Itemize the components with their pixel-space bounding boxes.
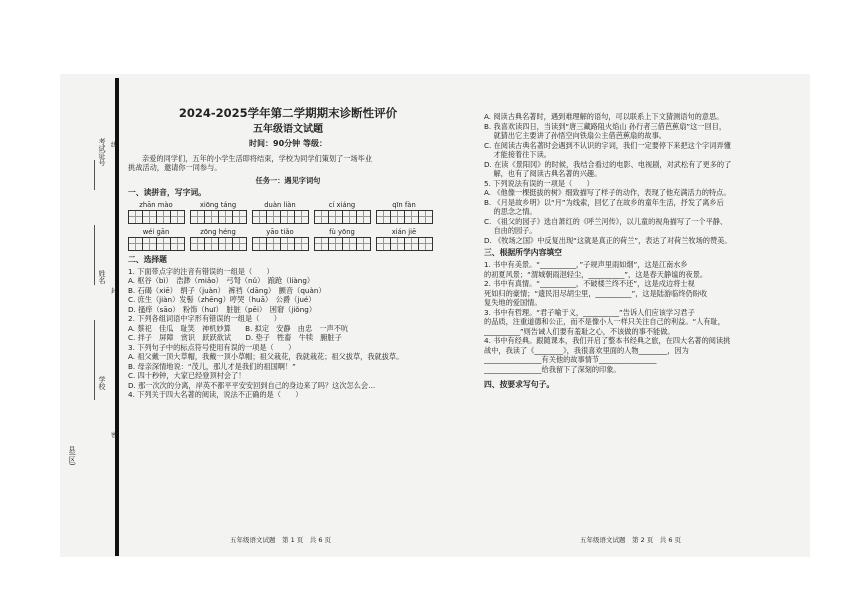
answer-boxes[interactable] xyxy=(128,237,184,251)
fill-line: __________”则告诫人们要有羞耻之心，不该做的事不能做。 xyxy=(484,326,675,336)
binding-label-school: 学校 xyxy=(98,376,106,390)
question-line: C. 四十秒钟，大家已经登顶村会了！ xyxy=(128,371,246,381)
pinyin-item: qīn fàn xyxy=(376,201,432,224)
answer-boxes[interactable] xyxy=(252,210,308,224)
binding-fill-line xyxy=(94,225,96,285)
seal-marker: 线 xyxy=(111,142,118,149)
binding-seal-line xyxy=(115,78,119,556)
pinyin-grid-row xyxy=(128,201,448,224)
question-line: 解，也有了阅读古典名著的兴趣。 xyxy=(484,169,602,178)
fill-line: 3. 书中有哲理。“君子喻于义，__________”告诉人们应该学习君子 xyxy=(484,307,695,317)
question-line: B. 石碣（xiē） 绢子（juàn） 裤裆（dāng） 颤音（quàn） xyxy=(128,285,326,295)
page-footer-1: 五年级语文试题 第 1 页 共 6 页 xyxy=(230,536,332,544)
intro-line: 挑战活动，邀请你一同参与。 xyxy=(128,163,222,173)
binding-fill-line xyxy=(94,320,96,400)
question-line: A. 祖父戴一顶大草帽，我戴一顶小草帽；祖父栽花，我就栽花；祖父拔草，我就拔草。 xyxy=(128,352,404,362)
question-line: 5. 下列说法有误的一项是（ ） xyxy=(484,178,594,188)
fill-line: 复失地的爱国情。 xyxy=(484,298,542,308)
question-line: 自由的园子。 xyxy=(484,226,537,235)
pinyin-item: fù yōng xyxy=(314,228,370,251)
question-line: A. 枢谷（bì） 浩渺（miǎo） 弓弩（nǔ） 踉跄（liàng） xyxy=(128,276,315,286)
question-line: D. 搔痒（sāo） 粉饰（huī） 脏脏（pēi） 困窘（jiǒng） xyxy=(128,304,317,314)
seal-marker: 封 xyxy=(111,288,118,295)
question-line: B. 母亲深情地说：“茂儿，那儿才是我们的祖国啊！” xyxy=(128,361,296,371)
question-line: 就猜出它主要讲了孙悟空向铁扇公主借芭蕉扇的故事。 xyxy=(484,131,666,140)
question-line: D. 那一次次的分离，岸英不都平平安安回到自己的身边来了吗？这次怎么会… xyxy=(128,380,376,390)
answer-boxes[interactable] xyxy=(314,237,370,251)
pinyin-item: zhān mào xyxy=(128,201,184,224)
question-line: C. 庶生（jiàn）发髻（zhēng）哼哭（huā） 公爵（jué） xyxy=(128,295,316,305)
fill-line: 1. 书中有美景。“__________，”子规声里雨如烟”，这是江南水乡 xyxy=(484,260,688,270)
question-line: D. 在读《景阳冈》的时候，我结合看过的电影、电视剧，对武松有了更多的了 xyxy=(484,159,732,169)
fill-line: 死如归的豪情；“遗民泪尽胡尘里，__________”，这是陆游临终仍盼收 xyxy=(484,288,708,298)
task-heading: 任务一：遇见字词句 xyxy=(255,175,321,185)
binding-margin xyxy=(65,78,117,556)
binding-fill-line xyxy=(94,160,96,190)
binding-label-district: 县(区) xyxy=(68,446,76,466)
pinyin-item: wéi gān xyxy=(128,228,184,251)
question-line: D. 《牧场之国》中反复出现“这就是真正的荷兰”，表达了对荷兰牧场的赞美。 xyxy=(484,235,732,245)
question-line: A. 蔡祀 佳瓜 耻笑 神机妙算 B. 拟定 安静 由忠 一声不吭 xyxy=(128,323,349,333)
question-line: 的思念之情。 xyxy=(484,207,537,216)
question-line: C. 在阅读古典名著时会遇到不认识的字词，我们一定要停下来把这个字词弄懂 xyxy=(484,140,731,150)
page-footer-2: 五年级语文试题 第 2 页 共 6 页 xyxy=(580,536,682,544)
fill-line: 的品质，注重道德和公正，而不是像小人一样只关注自己的利益。“人有耻， xyxy=(484,317,725,327)
question-line: B. 《月是故乡明》以“月”为线索，回忆了在故乡的童年生活，抒发了离乡后 xyxy=(484,197,724,207)
question-line: A. 《他像一棵挺拔的树》细致描写了样子的动作，表现了他充满活力的特点。 xyxy=(484,188,731,197)
exam-title: 2024-2025学年第二学期期末诊断性评价 xyxy=(178,106,398,120)
fill-line: 的初夏风景；“渭城朝雨浥轻尘，__________”，这是春天静谧的夜景。 xyxy=(484,269,708,279)
fill-line: 2. 书中有真情。“__________，不破楼兰终不还”，这是戍边将士视 xyxy=(484,279,695,289)
answer-boxes[interactable] xyxy=(190,210,246,224)
pinyin-item: xiōng táng xyxy=(190,201,246,224)
fill-line: ________________给我留下了深刻的印象。 xyxy=(484,364,621,374)
answer-boxes[interactable] xyxy=(376,237,432,251)
pinyin-grid-row xyxy=(128,228,448,251)
pinyin-item: duàn liàn xyxy=(252,201,308,224)
fill-line: ________________有关他的故事情节________________ xyxy=(484,355,657,365)
binding-label-name: 姓名 xyxy=(98,270,106,284)
question-line: C. 《祖父的园子》选自萧红的《呼兰河传》，以儿童的视角描写了一个平静、 xyxy=(484,216,728,226)
answer-boxes[interactable] xyxy=(128,210,184,224)
question-line: 3. 下列句子中的标点符号使用有误的一项是（ ） xyxy=(128,342,296,352)
question-line: A. 阅读古典名著时，遇到难理解的语句，可以联系上下文猜测语句的意思。 xyxy=(484,112,724,121)
answer-boxes[interactable] xyxy=(376,210,432,224)
question-line: 4. 下列关于四大名著的阅读，说法不正确的是（ ） xyxy=(128,390,303,400)
pinyin-item: cí xiáng xyxy=(314,201,370,224)
section-heading: 三、根据所学内容填空 xyxy=(484,248,562,257)
question-line: C. 拌子 屏障 赏识 跃跃欲试 D. 垫子 牲畜 牛犊 腑脏子 xyxy=(128,333,342,343)
answer-boxes[interactable] xyxy=(190,237,246,251)
exam-meta: 时间：90分钟 等级： xyxy=(249,139,327,149)
binding-label-exam-id: 考试证号 xyxy=(98,138,106,166)
question-line: B. 我喜欢读四日，当读到“唐三藏路阻火焰山 孙行者三借芭蕉扇”这一回目， xyxy=(484,121,727,131)
pinyin-item: yāo tiǎo xyxy=(252,228,308,251)
exam-page-1 xyxy=(128,92,448,400)
section-heading: 四、按要求写句子。 xyxy=(484,380,555,390)
exam-subtitle: 五年级语文试题 xyxy=(253,124,323,136)
intro-line: 亲爱的同学们，五年的小学生活即将结束，学校为同学们策划了一场毕业 xyxy=(142,153,373,163)
fill-line: 4. 书中有经典。跟随课本，我们开启了整本书经典之旅，在四大名著的阅读挑 xyxy=(484,336,731,346)
question-line: 2. 下列各组词语中字形有错误的一组是（ ） xyxy=(128,314,281,324)
section-heading: 二、选择题 xyxy=(128,254,167,264)
pinyin-item: xián jiē xyxy=(376,228,432,251)
answer-boxes[interactable] xyxy=(252,237,308,251)
question-line: 1. 下面带点字的注音有错误的一组是（ ） xyxy=(128,266,274,276)
pinyin-item: zōng héng xyxy=(190,228,246,251)
fill-line: 战中，我读了《________》，我很喜欢里面的人物________，因为 xyxy=(484,345,689,355)
answer-boxes[interactable] xyxy=(314,210,370,224)
section-heading: 一、读拼音，写字词。 xyxy=(128,188,206,198)
exam-page-2 xyxy=(484,112,804,393)
seal-marker: 密 xyxy=(111,432,118,439)
question-line: 才能接着往下读。 xyxy=(484,150,551,159)
